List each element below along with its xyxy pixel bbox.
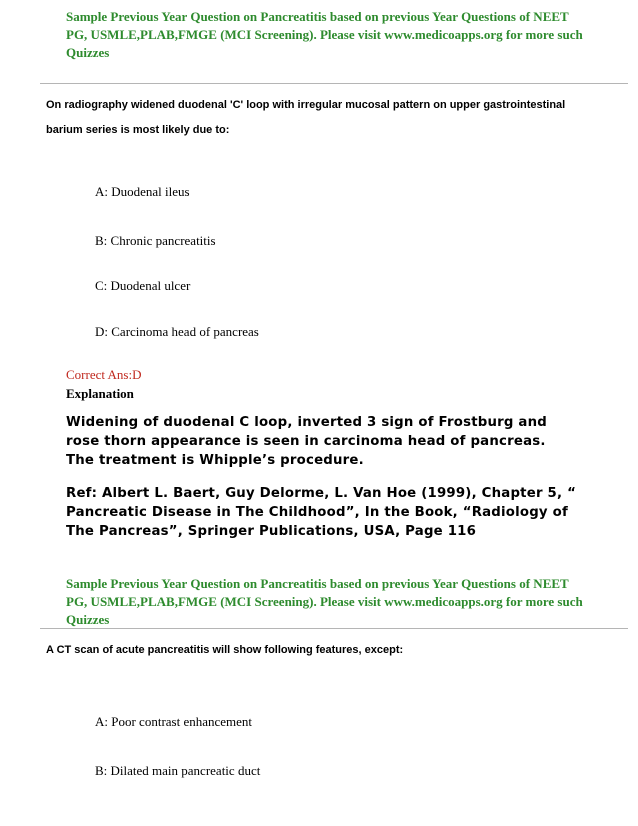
option-c: C: Duodenal ulcer <box>95 278 191 293</box>
option-d: D: Carcinoma head of pancreas <box>95 324 259 339</box>
divider <box>40 628 628 629</box>
correct-answer: Correct Ans:D <box>66 367 142 382</box>
option-a: A: Duodenal ileus <box>95 184 190 199</box>
explanation-label: Explanation <box>66 386 134 401</box>
option-b: B: Dilated main pancreatic duct <box>95 763 261 778</box>
question-text: On radiography widened duodenal 'C' loop with irregular mucosal pattern on upper gastrointestinal barium series is most likely due to: <box>46 99 566 136</box>
quiz-header-text: Sample Previous Year Question on Pancreatitis based on previous Year Questions of NEET PG, USMLE,PLAB,FMGE (MCI Screening). Please visit www.medicoapps.org for more such Quizzes <box>66 9 583 60</box>
quiz-header-text: Sample Previous Year Question on Pancreatitis based on previous Year Questions of NEET PG, USMLE,PLAB,FMGE (MCI Screening). Please visit www.medicoapps.org for more such Quizzes <box>66 576 583 627</box>
divider <box>40 83 628 84</box>
option-b: B: Chronic pancreatitis <box>95 233 216 248</box>
option-a: A: Poor contrast enhancement <box>95 714 253 729</box>
explanation-text: Widening of duodenal C loop, inverted 3 sign of Frostburg and rose thorn appearance is seen in carcinoma head of pancreas. The treatment is Whipple’s procedure. <box>66 415 547 468</box>
question-text: A CT scan of acute pancreatitis will show following features, except: <box>46 644 404 656</box>
reference-text: Ref: Albert L. Baert, Guy Delorme, L. Van Hoe (1999), Chapter 5, “ Pancreatic Disease in The Childhood”, In the Book, “Radiology of The Pancreas”, Springer Publications, USA, Page 116 <box>66 486 577 539</box>
